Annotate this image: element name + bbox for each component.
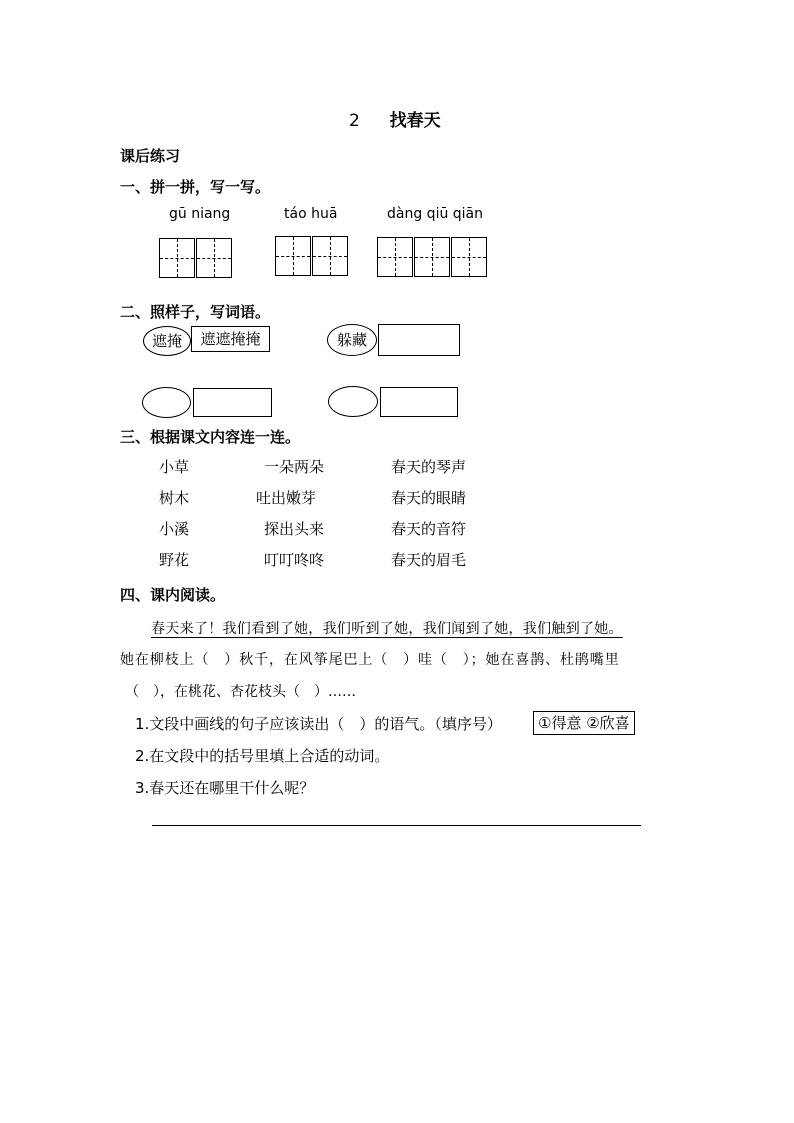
answer-box-blank[interactable]	[380, 387, 458, 417]
blank-oval[interactable]	[142, 387, 191, 418]
writing-grid-cell[interactable]	[159, 238, 195, 278]
match-subject: 树木	[159, 489, 190, 507]
match-description: 一朵两朵	[264, 458, 325, 476]
passage-line: 她在柳枝上（ ）秋千，在风筝尾巴上（ ）哇（ ）；她在喜鹊、杜鹃嘴里	[120, 652, 620, 668]
passage-line: （ ），在桃花、杏花枝头（ ）……	[125, 684, 356, 700]
word-oval-duocang	[327, 324, 377, 356]
question-1: 1.文段中画线的句子应该读出（ ）的语气。（填序号）	[135, 715, 502, 733]
lesson-number: 2	[349, 111, 360, 131]
question-1-choices	[533, 711, 635, 735]
example-word-oval	[143, 326, 191, 356]
match-description: 吐出嫩芽	[256, 489, 317, 507]
answer-line[interactable]	[152, 825, 641, 826]
exercise-subtitle: 课后练习	[120, 147, 181, 165]
writing-grid-cell[interactable]	[275, 236, 311, 276]
match-metaphor: 春天的音符	[391, 520, 467, 538]
match-metaphor: 春天的眼睛	[391, 489, 467, 507]
writing-grid-cell[interactable]	[312, 236, 348, 276]
blank-oval[interactable]	[328, 386, 378, 417]
writing-grid-cell[interactable]	[196, 238, 232, 278]
question-3: 3.春天还在哪里干什么呢？	[135, 779, 315, 797]
word-duocang: 躲藏	[336, 331, 367, 349]
match-description: 叮叮咚咚	[264, 551, 325, 569]
question-2: 2.在文段中的括号里填上合适的动词。	[135, 747, 390, 765]
match-metaphor: 春天的眉毛	[391, 551, 467, 569]
match-subject: 小草	[159, 458, 190, 476]
writing-grid-cell[interactable]	[414, 237, 450, 277]
match-metaphor: 春天的琴声	[391, 458, 467, 476]
example-word: 遮掩	[151, 332, 182, 350]
match-subject: 小溪	[159, 520, 190, 538]
section4-heading: 四、课内阅读。	[120, 586, 226, 604]
writing-grid-cell[interactable]	[377, 237, 413, 277]
match-subject: 野花	[159, 551, 190, 569]
pinyin-taohua: táo huā	[284, 206, 338, 222]
answer-box-blank[interactable]	[193, 388, 272, 417]
section3-heading: 三、根据课文内容连一连。	[120, 428, 301, 446]
section1-heading: 一、拼一拼，写一写。	[120, 178, 271, 196]
section2-heading: 二、照样子，写词语。	[120, 303, 271, 321]
pinyin-dangqiuqian: dàng qiū qiān	[387, 206, 484, 222]
passage-underlined-sentence: 春天来了！我们看到了她，我们听到了她，我们闻到了她，我们触到了她。	[151, 621, 623, 637]
answer-box-duocang[interactable]	[378, 324, 460, 356]
pinyin-guniang: gū niang	[169, 206, 231, 222]
page-title	[349, 106, 441, 131]
match-description: 探出头来	[264, 520, 325, 538]
choices-text: ①得意 ②欣喜	[538, 714, 630, 732]
example-answer-box	[191, 326, 270, 352]
lesson-title: 找春天	[389, 111, 441, 131]
example-answer: 遮遮掩掩	[200, 330, 261, 348]
writing-grid-cell[interactable]	[451, 237, 487, 277]
